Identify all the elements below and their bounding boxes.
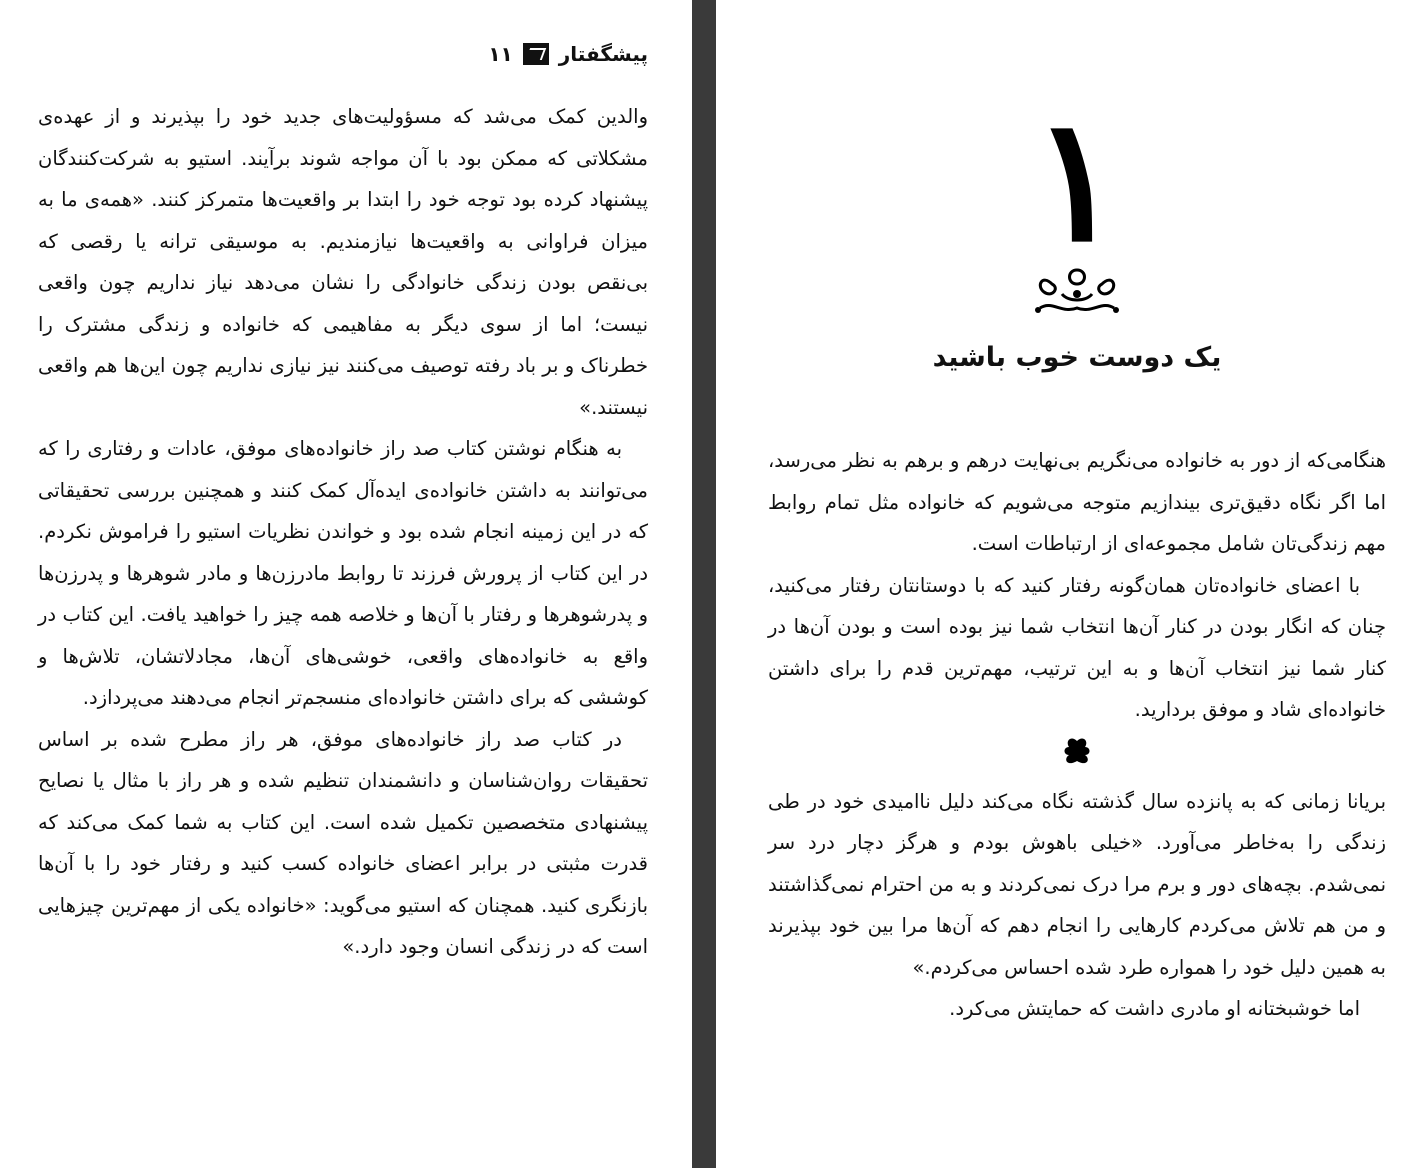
header-title: پیشگفتار [558,42,648,66]
paragraph: بریانا زمانی که به پانزده سال گذشته نگاه می‌کند دلیل ناامیدی خود در طی زندگی را به‌خاطر می‌آورد. «خیلی باهوش بودم و هرگز دچار درد سر نمی‌شدم. بچه‌های دور و برم مرا درک نمی‌کردند و به من احترام نمی‌گذاشتند و من هم تلاش می‌کردم کارهایی را انجام دهم که آن‌ها مرا بین خود بپذیرند به همین دلیل خود را همواره طرد شده احساس می‌کردم.» [768,789,1386,979]
header-emblem-icon [523,43,549,65]
chapter-number: ۱ [1031,80,1123,280]
page-header [38,34,648,74]
paragraph: والدین کمک می‌شد که مسؤولیت‌های جدید خود را بپذیرند و از عهده‌ی مشکلاتی که ممکن بود با آن مواجه شوند برآیند. استیو به شرکت‌کنندگان پیشنهاد کرده بود توجه خود را ابتدا بر واقعیت‌ها متمرکز کنند. «همه‌ی ما به میزان فراوانی به واقعیت‌ها نیازمندیم. به موسیقی ترانه یا رقصی که بی‌نقص بودن زندگی خانوادگی را نشان می‌دهد نیاز نداریم چون واقعی نیست؛ اما از سوی دیگر به مفاهیمی که خانواده و زندگی مشترک را خطرناک و بر باد رفته توصیف می‌کنند نیز نیازی نداریم چون این‌ها هم واقعی نیستند.» [38,105,648,419]
paragraph: به هنگام نوشتن کتاب صد راز خانواده‌های موفق، عادات و رفتاری را که می‌توانند به داشتن خانواده‌ی ایده‌آل کمک کنند و همچنین بررسی تحقیقاتی که در این زمینه انجام شده بود و خواندن نظریات استیو را فراموش نکردم. در این کتاب از پرورش فرزند تا روابط مادرزن‌ها و مادر شوهرها و پدرزن‌ها و پدرشوهرها و رفتار با آن‌ها و خلاصه همه چیز را خواهید یافت. این کتاب در واقع به خانواده‌های واقعی، خوشی‌های آن‌ها، مجادلاتشان، تلاش‌ها و کوششی که برای داشتن خانواده‌ای منسجم‌تر انجام می‌دهند می‌پردازد. [38,437,648,709]
floral-ornament-icon [768,264,1386,324]
paragraph: در کتاب صد راز خانواده‌های موفق، هر راز مطرح شده بر اساس تحقیقات روان‌شناسان و دانشمندان تنظیم شده و هر راز با مثال یا نصایح پیشنهادی متخصصین تکمیل شده است. این کتاب به شما کمک می‌کند که قدرت مثبتی در برابر اعضای خانواده کسب کنید و رفتار خود را با آن‌ها بازنگری کنید. همچنان که استیو می‌گوید: «خانواده یکی از مهم‌ترین چیزهایی است که در زندگی انسان وجود دارد.» [38,727,648,958]
paragraph: اما خوشبختانه او مادری داشت که حمایتش می‌کرد. [949,997,1360,1020]
right-page [716,0,1414,1168]
right-page-body [768,440,1386,1030]
chapter-title: یک دوست خوب باشید [932,342,1222,373]
left-page-body [38,96,648,968]
page-number: ۱۱ [488,42,513,66]
paragraph: هنگامی‌که از دور به خانواده می‌نگریم بی‌نهایت درهم و برهم به نظر می‌رسد، اما اگر نگاه دقیق‌تری بیندازیم متوجه می‌شویم که خانواده مثل تمام روابط مهم زندگی‌تان شامل مجموعه‌ای از ارتباطات است. [768,449,1386,555]
leaf-ornament-icon [768,731,1386,781]
paragraph: با اعضای خانواده‌تان همان‌گونه رفتار کنید که با دوستانتان رفتار می‌کنید، چنان که انگار بودن در کنار آن‌ها انتخاب شما نیز بوده است و بودن آن‌ها در کنار شما نیز انتخاب آن‌ها و به این ترتیب، مهم‌ترین قدم را برای داشتن خانواده‌ای شاد و موفق بردارید. [768,573,1386,721]
left-page [0,0,692,1168]
